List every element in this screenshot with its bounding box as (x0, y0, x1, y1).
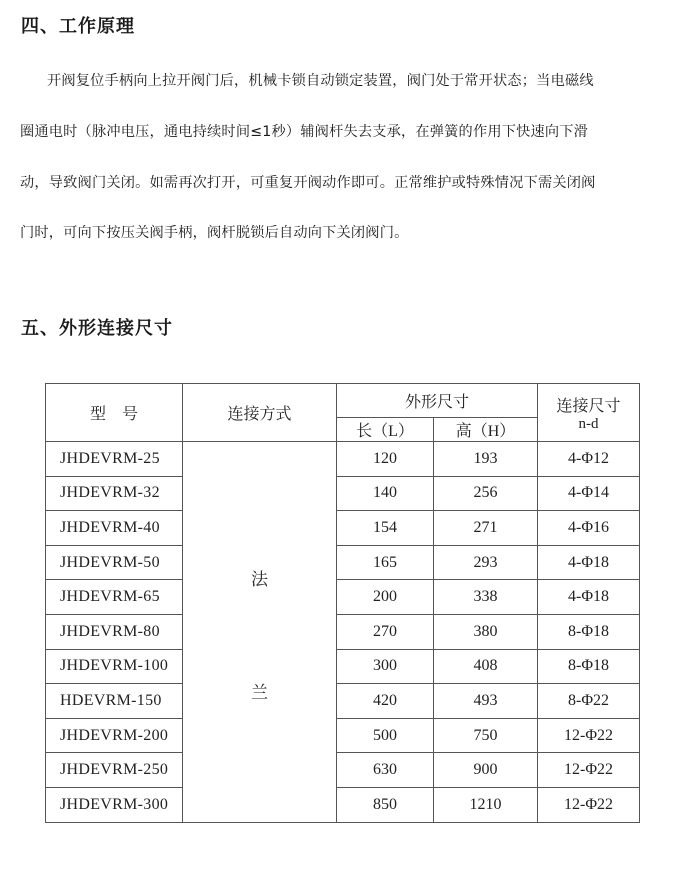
table-row (46, 511, 640, 546)
cell-length: 200 (337, 580, 434, 615)
table-row (46, 753, 640, 788)
cell-model: JHDEVRM-250 (46, 753, 183, 788)
table-row (46, 684, 640, 719)
dimensions-table (45, 383, 640, 823)
cell-model: JHDEVRM-300 (46, 787, 183, 822)
cell-height: 338 (434, 580, 538, 615)
cell-nd: 12-Φ22 (538, 718, 640, 753)
table-row (46, 787, 640, 822)
cell-height: 493 (434, 684, 538, 719)
table-row (46, 614, 640, 649)
cell-nd: 4-Φ14 (538, 476, 640, 511)
cell-nd: 4-Φ18 (538, 580, 640, 615)
connection-char-1: 法 (251, 570, 268, 589)
header-flange-size (538, 384, 640, 442)
cell-length: 850 (337, 787, 434, 822)
table-row (46, 442, 640, 477)
cell-height: 193 (434, 442, 538, 477)
cell-length: 165 (337, 545, 434, 580)
header-model: 型 号 (46, 384, 183, 442)
cell-model: JHDEVRM-80 (46, 614, 183, 649)
section-4-heading: 四、工作原理 (21, 16, 135, 37)
cell-model: JHDEVRM-32 (46, 476, 183, 511)
header-flange-size-sub: n-d (578, 415, 599, 432)
cell-length: 120 (337, 442, 434, 477)
cell-height: 293 (434, 545, 538, 580)
paragraph-line-4: 门时，可向下按压关阀手柄，阀杆脱锁后自动向下关闭阀门。 (20, 225, 409, 241)
cell-length: 500 (337, 718, 434, 753)
cell-length: 140 (337, 476, 434, 511)
cell-model: JHDEVRM-200 (46, 718, 183, 753)
cell-model: JHDEVRM-50 (46, 545, 183, 580)
cell-height: 1210 (434, 787, 538, 822)
cell-nd: 8-Φ22 (538, 684, 640, 719)
table-row (46, 718, 640, 753)
cell-height: 256 (434, 476, 538, 511)
table-row (46, 545, 640, 580)
cell-length: 300 (337, 649, 434, 684)
paragraph-line-1: 开阀复位手柄向上拉开阀门后，机械卡锁自动锁定装置，阀门处于常开状态；当电磁线 (47, 73, 594, 89)
cell-length: 270 (337, 614, 434, 649)
header-dimensions: 外形尺寸 (337, 384, 538, 418)
header-height: 高（H） (434, 418, 538, 442)
cell-height: 750 (434, 718, 538, 753)
cell-nd: 12-Φ22 (538, 787, 640, 822)
header-connection: 连接方式 (183, 384, 337, 442)
cell-height: 271 (434, 511, 538, 546)
cell-model: HDEVRM-150 (46, 684, 183, 719)
cell-height: 380 (434, 614, 538, 649)
cell-nd: 8-Φ18 (538, 614, 640, 649)
cell-model: JHDEVRM-40 (46, 511, 183, 546)
cell-nd: 8-Φ18 (538, 649, 640, 684)
cell-model: JHDEVRM-25 (46, 442, 183, 477)
cell-model: JHDEVRM-65 (46, 580, 183, 615)
cell-nd: 4-Φ12 (538, 442, 640, 477)
section-5-heading: 五、外形连接尺寸 (21, 318, 173, 339)
header-flange-size-label: 连接尺寸 (556, 397, 621, 415)
paragraph-line-2: 圈通电时（脉冲电压，通电持续时间≤1秒）辅阀杆失去支承，在弹簧的作用下快速向下滑 (20, 124, 589, 140)
table-row (46, 580, 640, 615)
table-row (46, 649, 640, 684)
cell-model: JHDEVRM-100 (46, 649, 183, 684)
cell-connection (183, 442, 337, 823)
cell-height: 900 (434, 753, 538, 788)
cell-nd: 4-Φ16 (538, 511, 640, 546)
cell-nd: 4-Φ18 (538, 545, 640, 580)
connection-char-2: 兰 (251, 683, 268, 702)
cell-height: 408 (434, 649, 538, 684)
header-length: 长（L） (337, 418, 434, 442)
cell-nd: 12-Φ22 (538, 753, 640, 788)
cell-length: 154 (337, 511, 434, 546)
cell-length: 630 (337, 753, 434, 788)
cell-length: 420 (337, 684, 434, 719)
paragraph-line-3: 动，导致阀门关闭。如需再次打开，可重复开阀动作即可。正常维护或特殊情况下需关闭阀 (20, 175, 596, 191)
table-row (46, 476, 640, 511)
